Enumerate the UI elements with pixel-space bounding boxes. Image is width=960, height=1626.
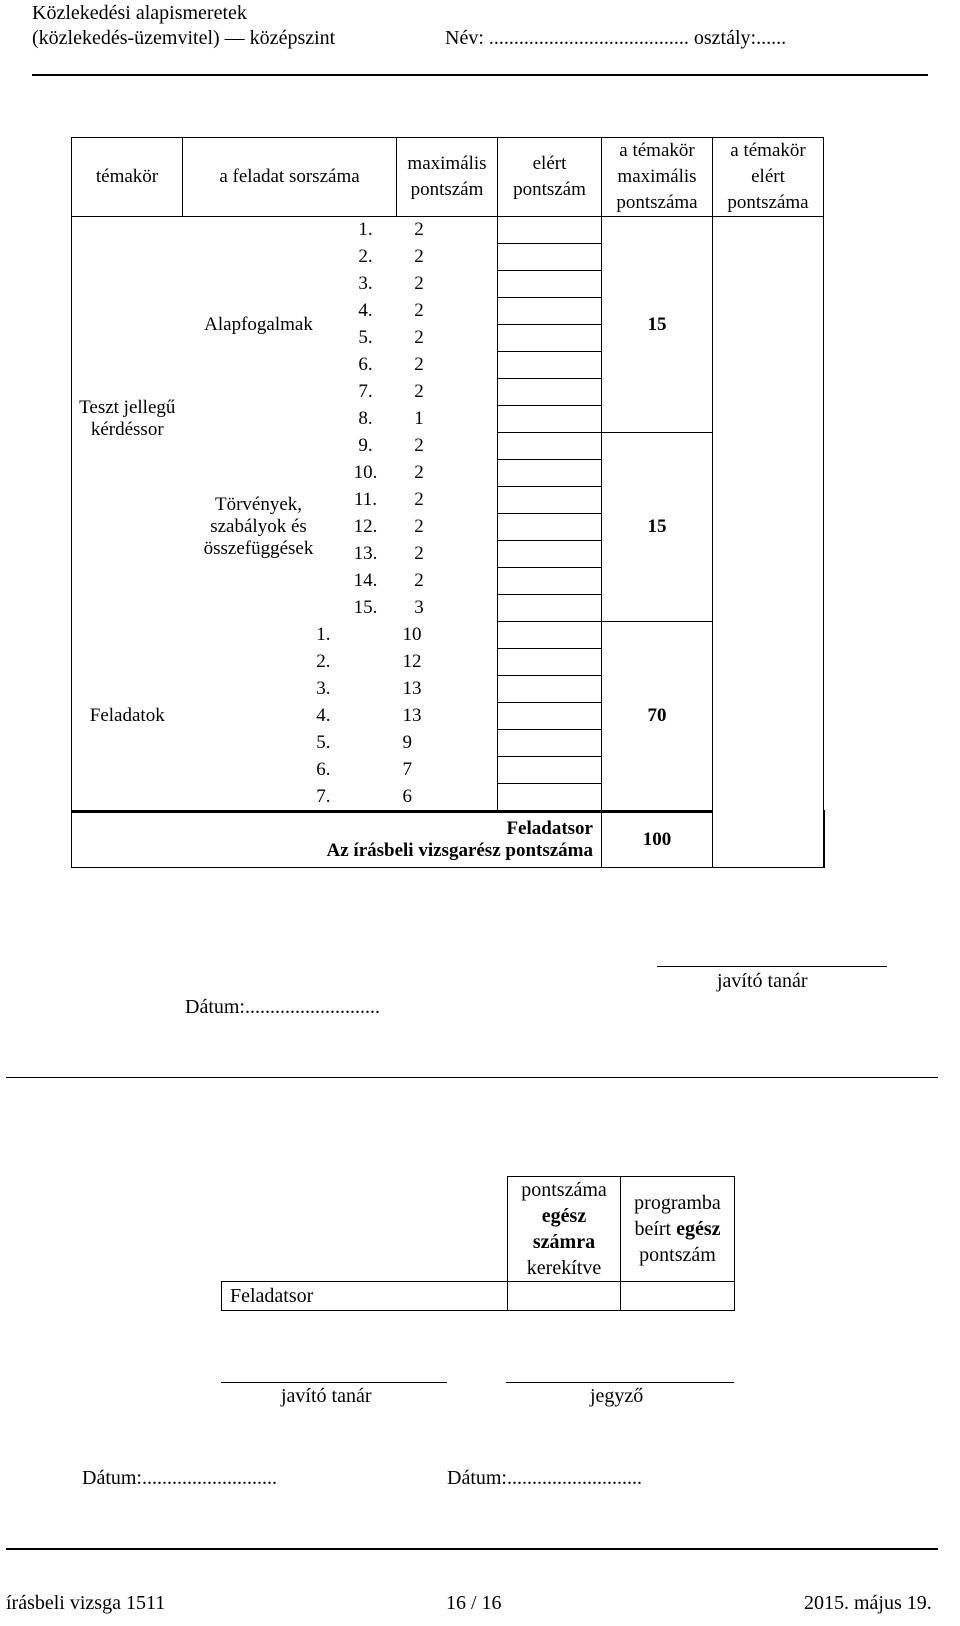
task-max-points: 2	[414, 570, 424, 591]
date-field[interactable]: Dátum:...........................	[185, 996, 380, 1018]
achieved-points-cell[interactable]	[498, 757, 602, 784]
header-max-points: maximális pontszám	[397, 138, 498, 217]
achieved-points-cell[interactable]	[498, 568, 602, 595]
achieved-points-cell[interactable]	[498, 244, 602, 271]
final-score-table	[221, 1176, 735, 1311]
task-number: 2.	[316, 651, 331, 672]
task-number: 3.	[316, 678, 331, 699]
achieved-points-cell[interactable]	[498, 217, 602, 244]
section-divider	[6, 1077, 938, 1078]
task-max-points: 2	[414, 246, 424, 267]
total-label-line2: Az írásbeli vizsgarész pontszáma	[326, 840, 593, 861]
achieved-points-cell[interactable]	[498, 325, 602, 352]
task-max-points: 12	[402, 651, 422, 672]
header-task-number: a feladat sorszáma	[183, 138, 397, 217]
task-number: 13.	[353, 543, 378, 564]
task-number: 4.	[358, 300, 373, 321]
achieved-points-cell[interactable]	[498, 433, 602, 460]
task-max-points: 3	[414, 597, 424, 618]
total-max: 100	[602, 812, 713, 868]
achieved-points-cell[interactable]	[498, 460, 602, 487]
task-number: 7.	[358, 381, 373, 402]
task-max-points: 9	[402, 732, 412, 753]
task-number: 10.	[353, 462, 378, 483]
task-number: 12.	[353, 516, 378, 537]
header-rule	[32, 74, 928, 76]
task-number: 6.	[358, 354, 373, 375]
task-max-points: 2	[414, 300, 424, 321]
header-topic-achieved: a témakör elért pontszáma	[713, 138, 824, 217]
entered-score-cell[interactable]	[621, 1282, 735, 1311]
task-max-points: 2	[414, 219, 424, 241]
row-label-feladatsor: Feladatsor	[222, 1282, 508, 1311]
score-table	[71, 137, 825, 868]
task-max-points: 13	[402, 678, 422, 699]
topic-max-basic: 15	[602, 217, 713, 433]
header-achieved-points: elért pontszám	[498, 138, 602, 217]
achieved-points-cell[interactable]	[498, 595, 602, 622]
task-number: 2.	[358, 246, 373, 267]
rounded-score-cell[interactable]	[508, 1282, 621, 1311]
footer-rule	[6, 1548, 938, 1550]
subject-title: Közlekedési alapismeretek	[32, 2, 247, 24]
group-test-questions: Teszt jellegű kérdéssor	[72, 217, 183, 622]
achieved-points-cell[interactable]	[498, 649, 602, 676]
task-max-points: 10	[402, 624, 422, 645]
task-number: 3.	[358, 273, 373, 294]
achieved-points-cell[interactable]	[498, 622, 602, 649]
teacher-label-2: javító tanár	[281, 1385, 372, 1407]
achieved-points-cell[interactable]	[498, 514, 602, 541]
page-number: 16 / 16	[446, 1592, 502, 1614]
task-max-points: 2	[414, 273, 424, 294]
notary-signature-line	[506, 1382, 734, 1383]
task-number: 15.	[353, 597, 378, 618]
notary-label: jegyző	[590, 1385, 644, 1407]
achieved-points-cell[interactable]	[498, 784, 602, 812]
subgroup-basic-concepts: Alapfogalmak	[204, 313, 313, 335]
achieved-points-cell[interactable]	[498, 487, 602, 514]
footer-exam: írásbeli vizsga 1511	[6, 1592, 166, 1614]
task-number: 7.	[316, 785, 331, 807]
task-max-points: 2	[414, 462, 424, 483]
task-max-points: 1	[414, 408, 424, 429]
task-number: 1.	[358, 219, 373, 241]
task-number: 1.	[316, 624, 331, 645]
achieved-points-cell[interactable]	[498, 352, 602, 379]
achieved-points-cell[interactable]	[498, 541, 602, 568]
achieved-points-cell[interactable]	[498, 271, 602, 298]
achieved-points-cell[interactable]	[498, 676, 602, 703]
achieved-points-cell[interactable]	[498, 406, 602, 433]
task-max-points: 2	[414, 543, 424, 564]
task-number: 8.	[358, 408, 373, 429]
header-entered-score: programba beírt egész pontszám	[621, 1177, 735, 1282]
achieved-points-cell[interactable]	[498, 298, 602, 325]
total-achieved-cell[interactable]	[824, 812, 825, 868]
task-max-points: 2	[414, 354, 424, 375]
task-max-points: 2	[414, 381, 424, 402]
task-max-points: 2	[414, 435, 424, 456]
teacher-signature-line-2	[221, 1382, 447, 1383]
teacher-signature-line	[657, 966, 887, 967]
task-number: 5.	[358, 327, 373, 348]
name-field: Név: ........................................ osztály:......	[445, 27, 787, 49]
total-label-line1: Feladatsor	[506, 818, 593, 839]
header-topic: témakör	[72, 138, 183, 217]
topic-max-tasks: 70	[602, 622, 713, 812]
subject-level: (közlekedés-üzemvitel) — középszint	[32, 27, 336, 49]
task-max-points: 2	[414, 489, 424, 510]
footer-date: 2015. május 19.	[804, 1592, 932, 1614]
date-field-teacher[interactable]: Dátum:...........................	[82, 1467, 277, 1489]
topic-max-rules: 15	[602, 433, 713, 622]
task-number: 4.	[316, 705, 331, 726]
task-max-points: 7	[402, 759, 412, 780]
date-field-notary[interactable]: Dátum:...........................	[447, 1467, 642, 1489]
task-max-points: 2	[414, 516, 424, 537]
task-number: 14.	[353, 570, 378, 591]
task-number: 6.	[316, 759, 331, 780]
header-rounded-score: pontszáma egész számra kerekítve	[508, 1177, 621, 1282]
task-max-points: 6	[402, 785, 412, 807]
group-tasks: Feladatok	[72, 622, 183, 812]
task-max-points: 2	[414, 327, 424, 348]
subgroup-rules: Törvények, szabályok és összefüggések	[203, 494, 314, 559]
task-number: 9.	[358, 435, 373, 456]
total-label	[72, 812, 602, 868]
task-number: 11.	[353, 489, 378, 510]
teacher-label: javító tanár	[717, 970, 808, 992]
achieved-points-cell[interactable]	[498, 379, 602, 406]
achieved-points-cell[interactable]	[498, 730, 602, 757]
achieved-points-cell[interactable]	[498, 703, 602, 730]
task-number: 5.	[316, 732, 331, 753]
topic-achieved-cell[interactable]	[713, 217, 824, 868]
header-topic-max: a témakör maximális pontszáma	[602, 138, 713, 217]
task-max-points: 13	[402, 705, 422, 726]
